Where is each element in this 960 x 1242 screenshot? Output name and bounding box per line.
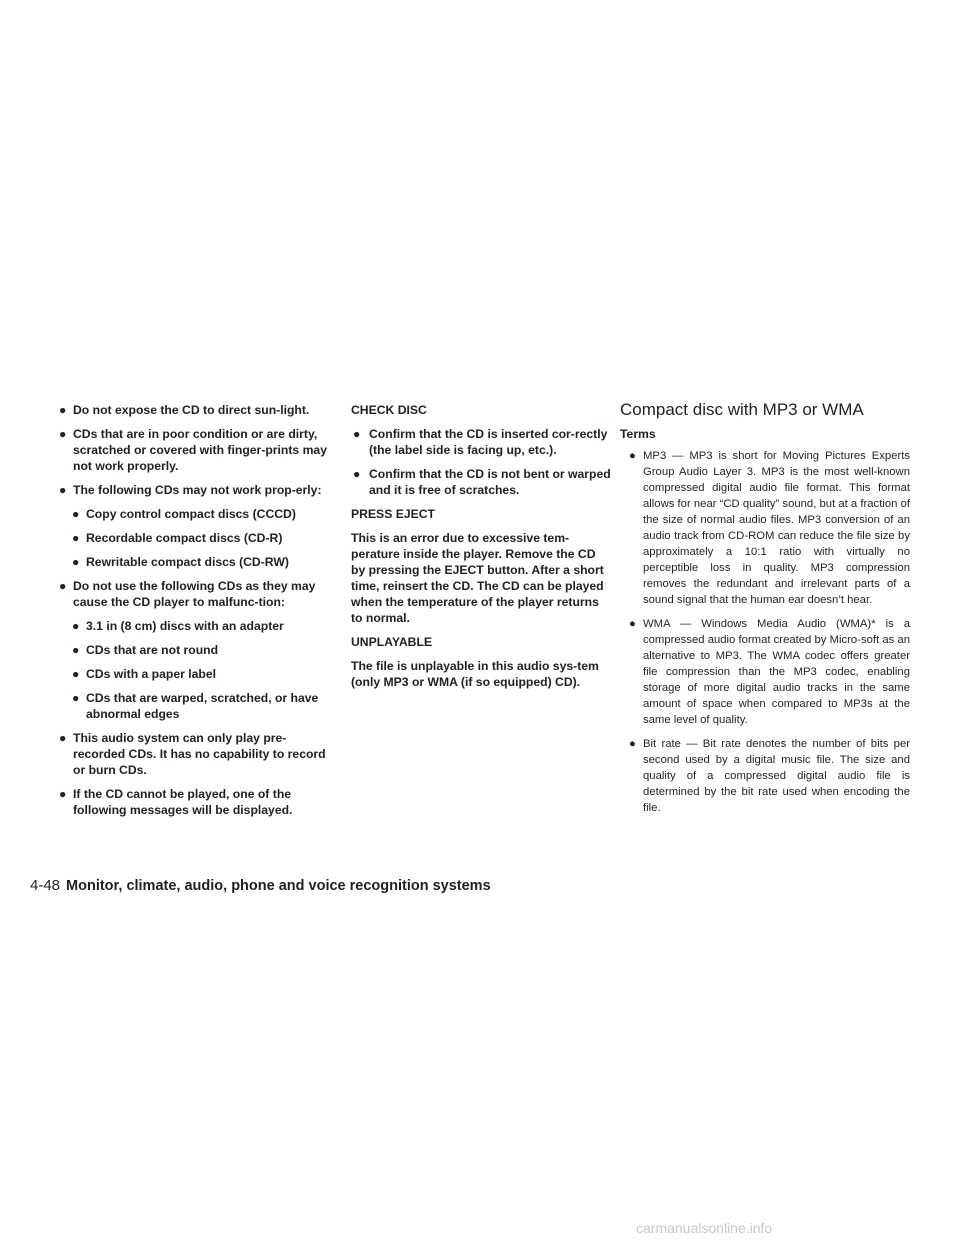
list-item (30, 426, 332, 474)
right-column (620, 399, 910, 824)
item-text: CDs that are in poor condition or are dirty, scratched or covered with finger-prints may not work properly. (73, 427, 327, 473)
item-text: MP3 — MP3 is short for Moving Pictures Experts Group Audio Layer 3. MP3 is the most well-known compressed digital audio file format. This format allows for near “CD quality” sound, but at a fraction of the size of normal audio files. MP3 conversion of an audio track from CD-ROM can reduce the file size by approximately a 10:1 ratio with virtually no perceptible loss in quality. MP3 compression removes the redundant and irrelevant parts of a sound signal that the human ear doesn’t hear. (643, 450, 910, 606)
bullet-icon: ● (72, 643, 80, 657)
sub-list-item (30, 642, 332, 658)
item-text: CDs that are not round (86, 643, 219, 657)
item-text: Do not expose the CD to direct sun-light. (73, 403, 310, 417)
bullet-icon: ● (629, 738, 636, 750)
bullet-icon: ● (59, 483, 67, 497)
middle-column (351, 402, 613, 698)
item-text: Copy control compact discs (CCCD) (86, 507, 296, 521)
bullet-icon: ● (72, 507, 80, 521)
list-item (620, 736, 910, 816)
sub-list-item (30, 690, 332, 722)
page-footer (30, 876, 491, 896)
list-item (620, 616, 910, 728)
item-text: If the CD cannot be played, one of the following messages will be displayed. (73, 787, 293, 817)
list-item (351, 466, 613, 498)
item-text: Do not use the following CDs as they may cause the CD player to malfunc-tion: (73, 579, 316, 609)
item-text: Confirm that the CD is not bent or warped and it is free of scratches. (369, 467, 611, 497)
item-text: Recordable compact discs (CD-R) (86, 531, 283, 545)
list-item (30, 482, 332, 498)
check-disc-heading: CHECK DISC (351, 403, 427, 417)
press-eject-heading: PRESS EJECT (351, 507, 435, 521)
item-text: 3.1 in (8 cm) discs with an adapter (86, 619, 284, 633)
press-eject-text: This is an error due to excessive tem-perature inside the player. Remove the CD by pressing the EJECT button. After a short time, reinsert the CD. The CD can be played when the temperature of the player returns to normal. (351, 531, 604, 625)
item-text: Bit rate — Bit rate denotes the number of bits per second used by a digital music file. The size and quality of a compressed digital audio file is determined by the bit rate used when encoding the file. (643, 738, 910, 814)
item-text: This audio system can only play pre-recorded CDs. It has no capability to record or burn CDs. (73, 731, 326, 777)
bullet-icon: ● (72, 691, 80, 705)
sub-list-item (30, 506, 332, 522)
item-text: WMA — Windows Media Audio (WMA)* is a compressed audio format created by Micro-soft as an alternative to MP3. The WMA codec offers greater file compression than the MP3 codec, enabling storage of more digital audio tracks in the same amount of space when compared to MP3s at the same level of quality. (643, 618, 910, 726)
bullet-icon: ● (59, 787, 67, 801)
bullet-icon: ● (72, 619, 80, 633)
list-item (30, 786, 332, 818)
item-text: Confirm that the CD is inserted cor-rectly (the label side is facing up, etc.). (369, 427, 608, 457)
bullet-icon: ● (72, 667, 80, 681)
bullet-icon: ● (629, 450, 636, 462)
sub-list-item (30, 618, 332, 634)
section-title: Compact disc with MP3 or WMA (620, 400, 864, 419)
bullet-icon: ● (59, 403, 67, 417)
list-item (30, 402, 332, 418)
sub-list-item (30, 554, 332, 570)
sub-list-item (30, 666, 332, 682)
list-item (30, 578, 332, 610)
bullet-icon: ● (72, 555, 80, 569)
bullet-icon: ● (353, 467, 361, 481)
left-column (30, 402, 332, 826)
list-item (351, 426, 613, 458)
item-text: CDs that are warped, scratched, or have abnormal edges (86, 691, 319, 721)
item-text: CDs with a paper label (86, 667, 217, 681)
bullet-icon: ● (629, 618, 636, 630)
watermark: carmanualsonline.info (636, 1220, 773, 1236)
footer-section-title: Monitor, climate, audio, phone and voice recognition systems (66, 878, 491, 894)
bullet-icon: ● (72, 531, 80, 545)
bullet-icon: ● (59, 731, 67, 745)
terms-label: Terms (620, 427, 656, 441)
page-number: 4-48 (30, 877, 61, 894)
unplayable-text: The file is unplayable in this audio sys-tem (only MP3 or WMA (if so equipped) CD). (351, 659, 599, 689)
bullet-icon: ● (59, 427, 67, 441)
list-item (620, 448, 910, 608)
list-item (30, 730, 332, 778)
item-text: The following CDs may not work prop-erly: (73, 483, 322, 497)
item-text: Rewritable compact discs (CD-RW) (86, 555, 289, 569)
sub-list-item (30, 530, 332, 546)
unplayable-heading: UNPLAYABLE (351, 635, 433, 649)
bullet-icon: ● (353, 427, 361, 441)
bullet-icon: ● (59, 579, 67, 593)
